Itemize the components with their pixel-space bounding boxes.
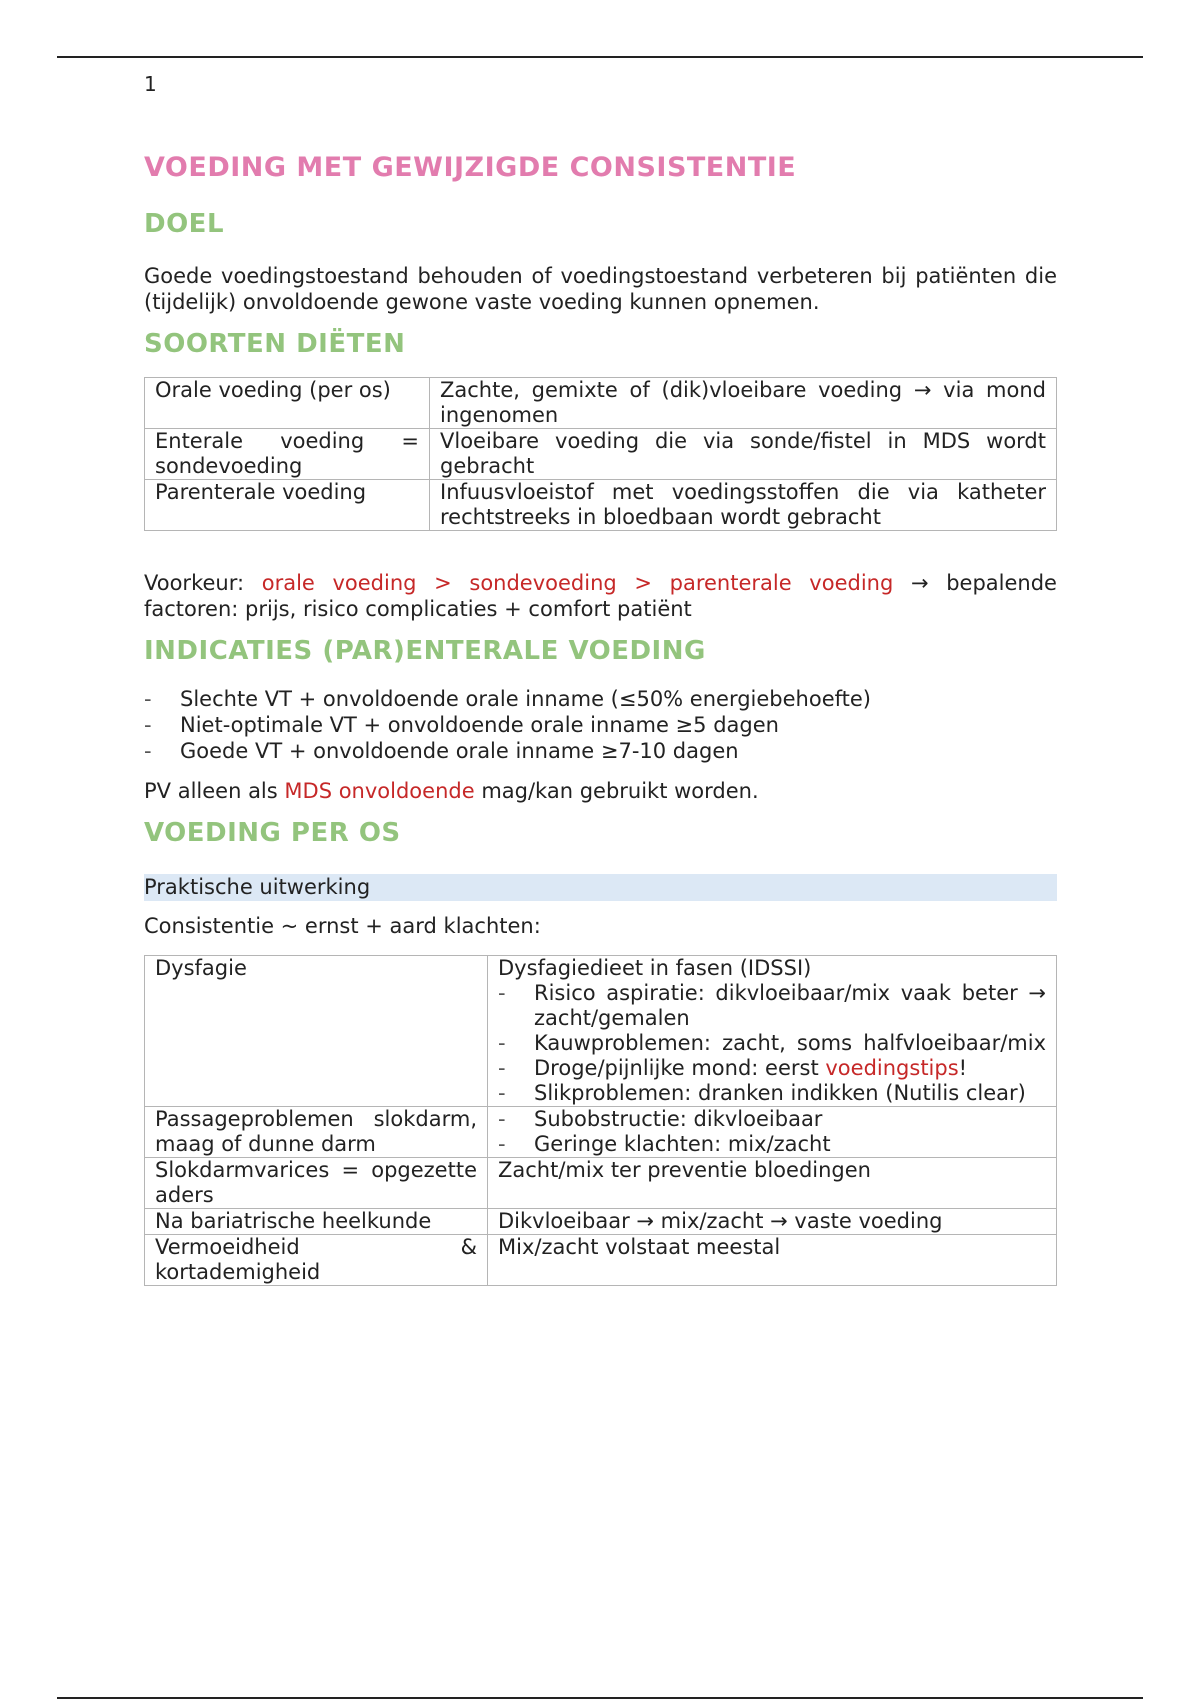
- diet-type: Parenterale voeding: [145, 480, 430, 531]
- heading-soorten: SOORTEN DIËTEN: [144, 329, 406, 359]
- condition-desc: Mix/zacht volstaat meestal: [488, 1235, 1057, 1286]
- mond-prefix: Droge/pijnlijke mond: eerst: [534, 1056, 819, 1080]
- list-item: - Geringe klachten: mix/zacht: [498, 1132, 1046, 1157]
- passage-list: [498, 1107, 1046, 1157]
- list-item: - Subobstructie: dikvloeibaar: [498, 1107, 1046, 1132]
- diet-type: Enterale voeding = sondevoeding: [145, 429, 430, 480]
- heading-per-os: VOEDING PER OS: [144, 818, 401, 848]
- diet-desc: Zachte, gemixte of (dik)vloeibare voeding → via mond ingenomen: [430, 378, 1057, 429]
- pv-prefix: PV alleen als: [144, 779, 278, 803]
- voorkeur-text: [144, 570, 1057, 622]
- table-row: [145, 480, 1057, 531]
- condition-label: Dysfagie: [145, 956, 488, 1107]
- table-row: [145, 956, 1057, 1107]
- dysfagie-list: [498, 981, 1046, 1106]
- heading-indicaties: INDICATIES (PAR)ENTERALE VOEDING: [144, 636, 706, 666]
- list-item: - Slechte VT + onvoldoende orale inname (≤50% energiebehoefte): [144, 686, 1057, 712]
- subheading-praktische-uitwerking: Praktische uitwerking: [144, 874, 1057, 901]
- pv-highlight: MDS onvoldoende: [284, 779, 475, 803]
- heading-doel: DOEL: [144, 209, 225, 239]
- condition-desc: Dikvloeibaar → mix/zacht → vaste voeding: [488, 1209, 1057, 1235]
- mond-suffix: !: [958, 1056, 968, 1080]
- pv-text: [144, 778, 1057, 804]
- condition-label: Na bariatrische heelkunde: [145, 1209, 488, 1235]
- header-rule: [57, 56, 1143, 58]
- voorkeur-rest: → bepalende factoren: prijs, risico complicaties + comfort patiënt: [144, 571, 1057, 621]
- condition-desc: [488, 956, 1057, 1107]
- indicaties-list: [144, 686, 1057, 764]
- condition-desc: Zacht/mix ter preventie bloedingen: [488, 1158, 1057, 1209]
- dysfagie-header: Dysfagiedieet in fasen (IDSSI): [498, 956, 812, 980]
- consistentie-intro: Consistentie ~ ernst + aard klachten:: [144, 914, 541, 938]
- list-item: - Niet-optimale VT + onvoldoende orale inname ≥5 dagen: [144, 712, 1057, 738]
- page-title: VOEDING MET GEWIJZIGDE CONSISTENTIE: [144, 152, 797, 183]
- table-row: [145, 378, 1057, 429]
- condition-desc: [488, 1107, 1057, 1158]
- mond-highlight: voedingstips: [825, 1056, 959, 1080]
- table-row: [145, 1235, 1057, 1286]
- condition-label: Slokdarmvarices = opgezette aders: [145, 1158, 488, 1209]
- per-os-table: [144, 955, 1057, 1286]
- condition-label: Vermoeidheid & kortademigheid: [145, 1235, 488, 1286]
- list-item: [498, 1056, 1046, 1081]
- list-item: - Goede VT + onvoldoende orale inname ≥7-10 dagen: [144, 738, 1057, 764]
- list-item: - Risico aspiratie: dikvloeibaar/mix vaak beter → zacht/gemalen: [498, 981, 1046, 1031]
- list-item: - Slikproblemen: dranken indikken (Nutilis clear): [498, 1081, 1046, 1106]
- voorkeur-order: orale voeding > sondevoeding > parenterale voeding: [261, 571, 894, 595]
- diet-desc: Vloeibare voeding die via sonde/fistel in MDS wordt gebracht: [430, 429, 1057, 480]
- kauw-text: Kauwproblemen: zacht, soms halfvloeibaar/mix: [534, 1031, 1046, 1055]
- table-row: [145, 1209, 1057, 1235]
- condition-label: Passageproblemen slokdarm, maag of dunne darm: [145, 1107, 488, 1158]
- list-item: [498, 1031, 1046, 1056]
- document-body: [144, 152, 1057, 1286]
- diet-type: Orale voeding (per os): [145, 378, 430, 429]
- pv-suffix: mag/kan gebruikt worden.: [481, 779, 759, 803]
- soorten-table: [144, 377, 1057, 531]
- voorkeur-label: Voorkeur:: [144, 571, 245, 595]
- table-row: [145, 1107, 1057, 1158]
- table-row: [145, 429, 1057, 480]
- diet-desc: Infuusvloeistof met voedingsstoffen die via katheter rechtstreeks in bloedbaan wordt gebracht: [430, 480, 1057, 531]
- table-row: [145, 1158, 1057, 1209]
- page-number: 1: [144, 72, 157, 96]
- footer-rule: [57, 1697, 1143, 1699]
- doel-text: Goede voedingstoestand behouden of voedingstoestand verbeteren bij patiënten die (tijdelijk) onvoldoende gewone vaste voeding kunnen opnemen.: [144, 264, 1057, 314]
